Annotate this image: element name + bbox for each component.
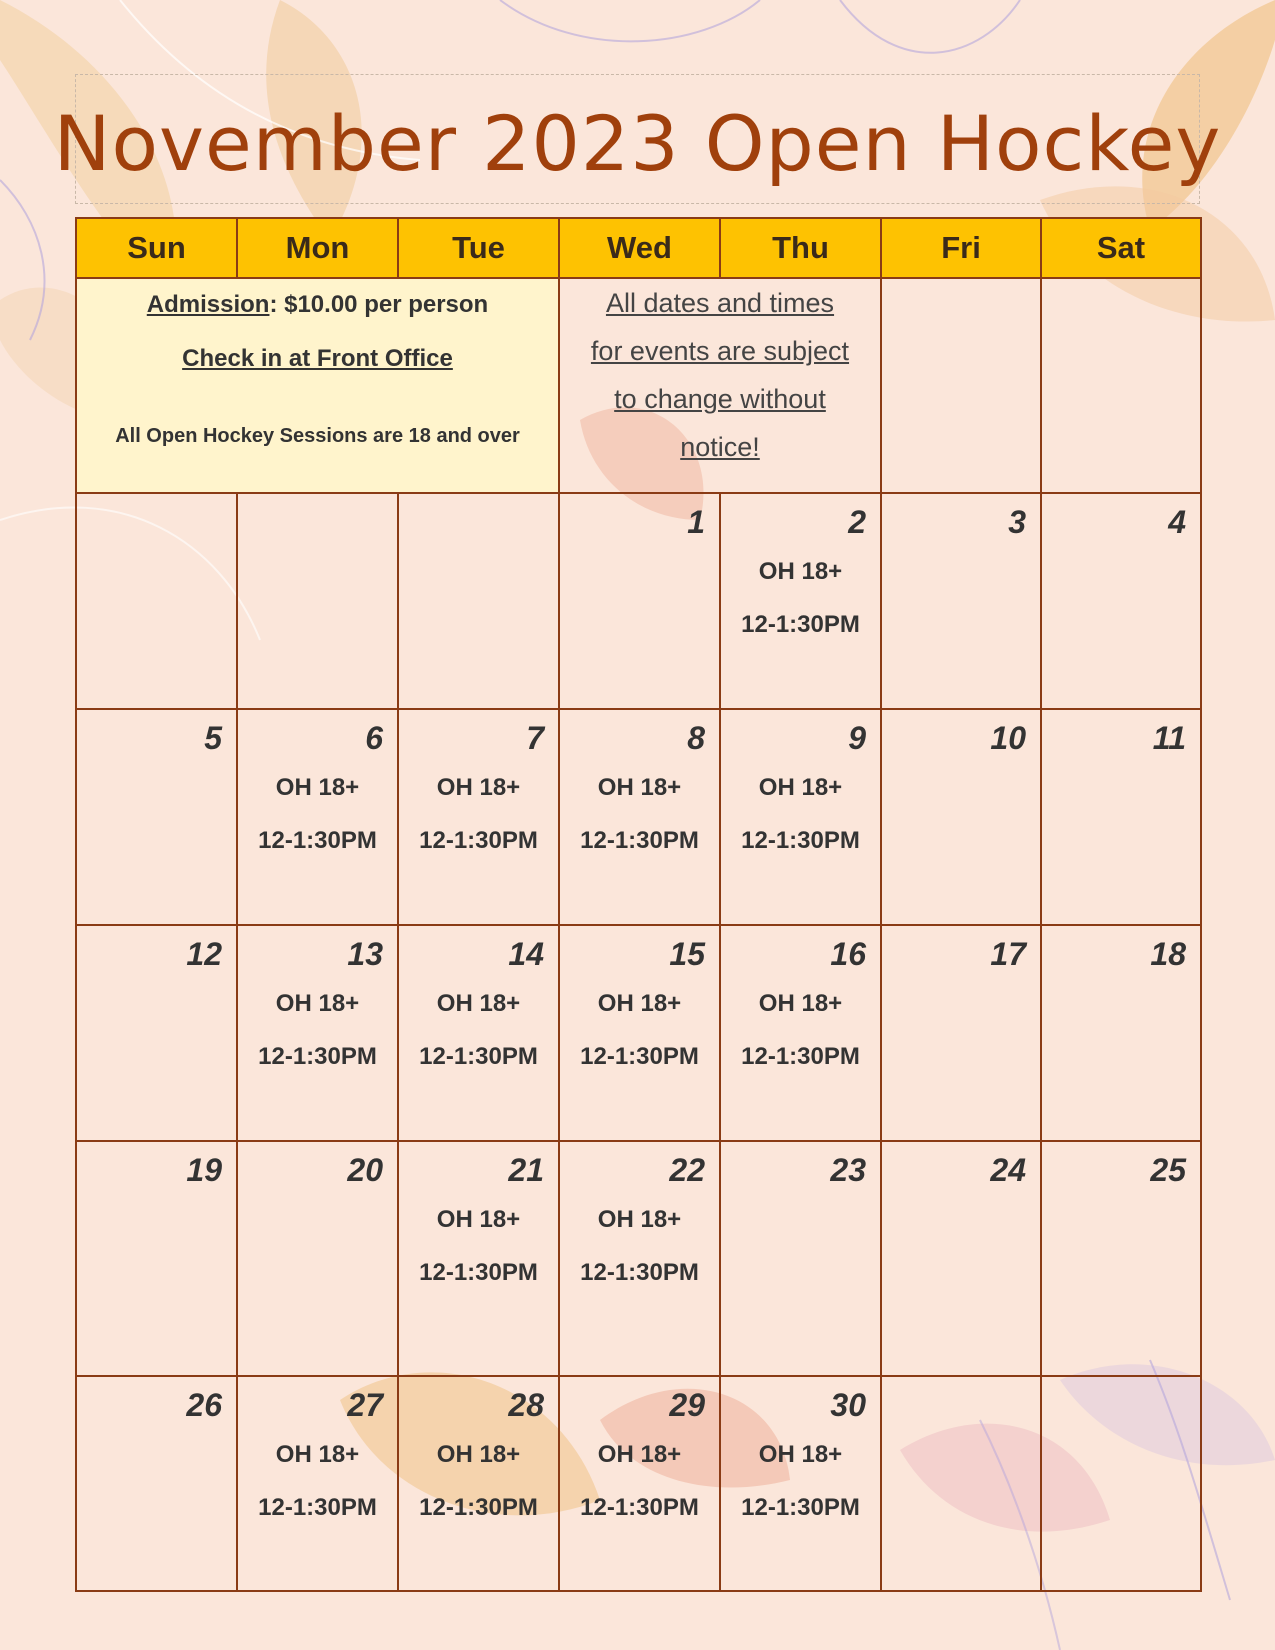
day-number: 7 — [526, 720, 544, 756]
day-cell — [1041, 709, 1201, 925]
empty-cell — [237, 493, 398, 709]
week-row — [76, 925, 1201, 1141]
event-name: OH 18+ — [275, 1441, 360, 1468]
event-time: 12-1:30PM — [741, 827, 860, 854]
admission-label: Admission — [146, 291, 270, 318]
day-number: 1 — [687, 504, 705, 540]
day-number: 3 — [1008, 504, 1026, 540]
day-number: 28 — [508, 1387, 544, 1423]
day-cell — [237, 1141, 398, 1376]
event-name: OH 18+ — [275, 990, 360, 1017]
empty-cell — [1041, 1376, 1201, 1591]
week-row — [76, 1141, 1201, 1376]
day-number: 19 — [186, 1152, 222, 1188]
event-time: 12-1:30PM — [741, 1043, 860, 1070]
event-time: 12-1:30PM — [258, 1043, 377, 1070]
day-cell — [237, 925, 398, 1141]
weekday-thu: Thu — [720, 218, 881, 278]
day-cell — [881, 709, 1041, 925]
notice-line: for events are subject — [590, 336, 850, 366]
day-number: 11 — [1152, 720, 1186, 756]
event-entry — [721, 1441, 880, 1522]
event-time: 12-1:30PM — [419, 1259, 538, 1286]
event-name: OH 18+ — [758, 1441, 843, 1468]
weekday-sat: Sat — [1041, 218, 1201, 278]
day-cell — [237, 1376, 398, 1591]
event-name: OH 18+ — [436, 1441, 521, 1468]
day-number: 29 — [669, 1387, 705, 1423]
day-cell — [398, 709, 559, 925]
event-name: OH 18+ — [436, 1206, 521, 1233]
event-name: OH 18+ — [275, 774, 360, 801]
day-number: 2 — [848, 504, 866, 540]
week-row — [76, 709, 1201, 925]
empty-cell — [881, 278, 1041, 493]
day-cell — [881, 925, 1041, 1141]
day-number: 15 — [669, 936, 705, 972]
day-number: 8 — [687, 720, 705, 756]
event-entry — [560, 1206, 719, 1287]
day-cell — [720, 493, 881, 709]
day-number: 24 — [990, 1152, 1026, 1188]
weekday-tue: Tue — [398, 218, 559, 278]
event-time: 12-1:30PM — [580, 1043, 699, 1070]
event-time: 12-1:30PM — [580, 1259, 699, 1286]
event-time: 12-1:30PM — [419, 827, 538, 854]
empty-cell — [398, 493, 559, 709]
empty-cell — [1041, 278, 1201, 493]
admission-info-box — [76, 278, 559, 493]
day-cell — [398, 1376, 559, 1591]
day-number: 25 — [1150, 1152, 1186, 1188]
day-number: 10 — [990, 720, 1026, 756]
day-number: 14 — [508, 936, 544, 972]
day-cell — [559, 493, 720, 709]
event-name: OH 18+ — [436, 774, 521, 801]
info-row — [76, 278, 1201, 493]
day-cell — [76, 1141, 237, 1376]
weekday-mon: Mon — [237, 218, 398, 278]
day-number: 13 — [347, 936, 383, 972]
day-cell — [1041, 1141, 1201, 1376]
schedule-notice — [559, 278, 881, 493]
event-name: OH 18+ — [758, 558, 843, 585]
day-cell — [720, 925, 881, 1141]
day-number: 4 — [1168, 504, 1186, 540]
day-number: 20 — [347, 1152, 383, 1188]
day-cell — [881, 1141, 1041, 1376]
page-title: November 2023 Open Hockey — [53, 98, 1222, 188]
day-number: 6 — [365, 720, 383, 756]
day-number: 12 — [186, 936, 222, 972]
event-name: OH 18+ — [597, 1206, 682, 1233]
event-name: OH 18+ — [597, 774, 682, 801]
event-time: 12-1:30PM — [741, 1494, 860, 1521]
weekday-header-row — [76, 218, 1201, 278]
day-cell — [76, 709, 237, 925]
event-entry — [721, 558, 880, 639]
day-number: 26 — [186, 1387, 222, 1423]
day-number: 27 — [347, 1387, 383, 1423]
event-entry — [238, 990, 397, 1071]
admission-value: : $10.00 per person — [269, 291, 489, 318]
day-number: 21 — [508, 1152, 544, 1188]
day-cell — [559, 709, 720, 925]
day-cell — [398, 1141, 559, 1376]
event-time: 12-1:30PM — [258, 827, 377, 854]
day-cell — [559, 1376, 720, 1591]
day-number: 17 — [990, 936, 1026, 972]
day-number: 5 — [204, 720, 222, 756]
check-in-note: Check in at Front Office — [182, 345, 453, 372]
event-entry — [238, 774, 397, 855]
event-time: 12-1:30PM — [419, 1494, 538, 1521]
event-name: OH 18+ — [597, 990, 682, 1017]
notice-line: All dates and times — [605, 288, 835, 318]
event-time: 12-1:30PM — [580, 827, 699, 854]
day-cell — [720, 1376, 881, 1591]
event-entry — [399, 1206, 558, 1287]
day-cell — [720, 709, 881, 925]
day-cell — [76, 925, 237, 1141]
day-number: 22 — [669, 1152, 705, 1188]
event-entry — [399, 774, 558, 855]
event-entry — [399, 990, 558, 1071]
week-row — [76, 493, 1201, 709]
day-cell — [881, 493, 1041, 709]
day-cell — [237, 709, 398, 925]
empty-cell — [76, 493, 237, 709]
event-entry — [560, 1441, 719, 1522]
event-entry — [721, 990, 880, 1071]
event-name: OH 18+ — [597, 1441, 682, 1468]
admission-line — [77, 291, 558, 319]
event-time: 12-1:30PM — [258, 1494, 377, 1521]
day-number: 18 — [1150, 936, 1186, 972]
event-name: OH 18+ — [758, 990, 843, 1017]
event-name: OH 18+ — [436, 990, 521, 1017]
weekday-wed: Wed — [559, 218, 720, 278]
age-note: All Open Hockey Sessions are 18 and over — [115, 425, 520, 447]
day-number: 9 — [848, 720, 866, 756]
event-entry — [560, 774, 719, 855]
day-cell — [76, 1376, 237, 1591]
event-time: 12-1:30PM — [580, 1494, 699, 1521]
day-cell — [398, 925, 559, 1141]
event-entry — [238, 1441, 397, 1522]
calendar-grid — [75, 217, 1202, 1592]
day-cell — [559, 925, 720, 1141]
notice-line: to change without — [614, 384, 826, 414]
event-time: 12-1:30PM — [419, 1043, 538, 1070]
event-time: 12-1:30PM — [741, 611, 860, 638]
title-frame — [53, 74, 1222, 204]
event-entry — [399, 1441, 558, 1522]
empty-cell — [881, 1376, 1041, 1591]
week-row — [76, 1376, 1201, 1591]
day-number: 16 — [830, 936, 866, 972]
event-name: OH 18+ — [758, 774, 843, 801]
day-cell — [1041, 493, 1201, 709]
day-number: 23 — [830, 1152, 866, 1188]
day-cell — [1041, 925, 1201, 1141]
day-cell — [559, 1141, 720, 1376]
event-entry — [721, 774, 880, 855]
event-entry — [560, 990, 719, 1071]
day-cell — [720, 1141, 881, 1376]
day-number: 30 — [830, 1387, 866, 1423]
weekday-fri: Fri — [881, 218, 1041, 278]
weekday-sun: Sun — [76, 218, 237, 278]
notice-line: notice! — [680, 432, 760, 462]
